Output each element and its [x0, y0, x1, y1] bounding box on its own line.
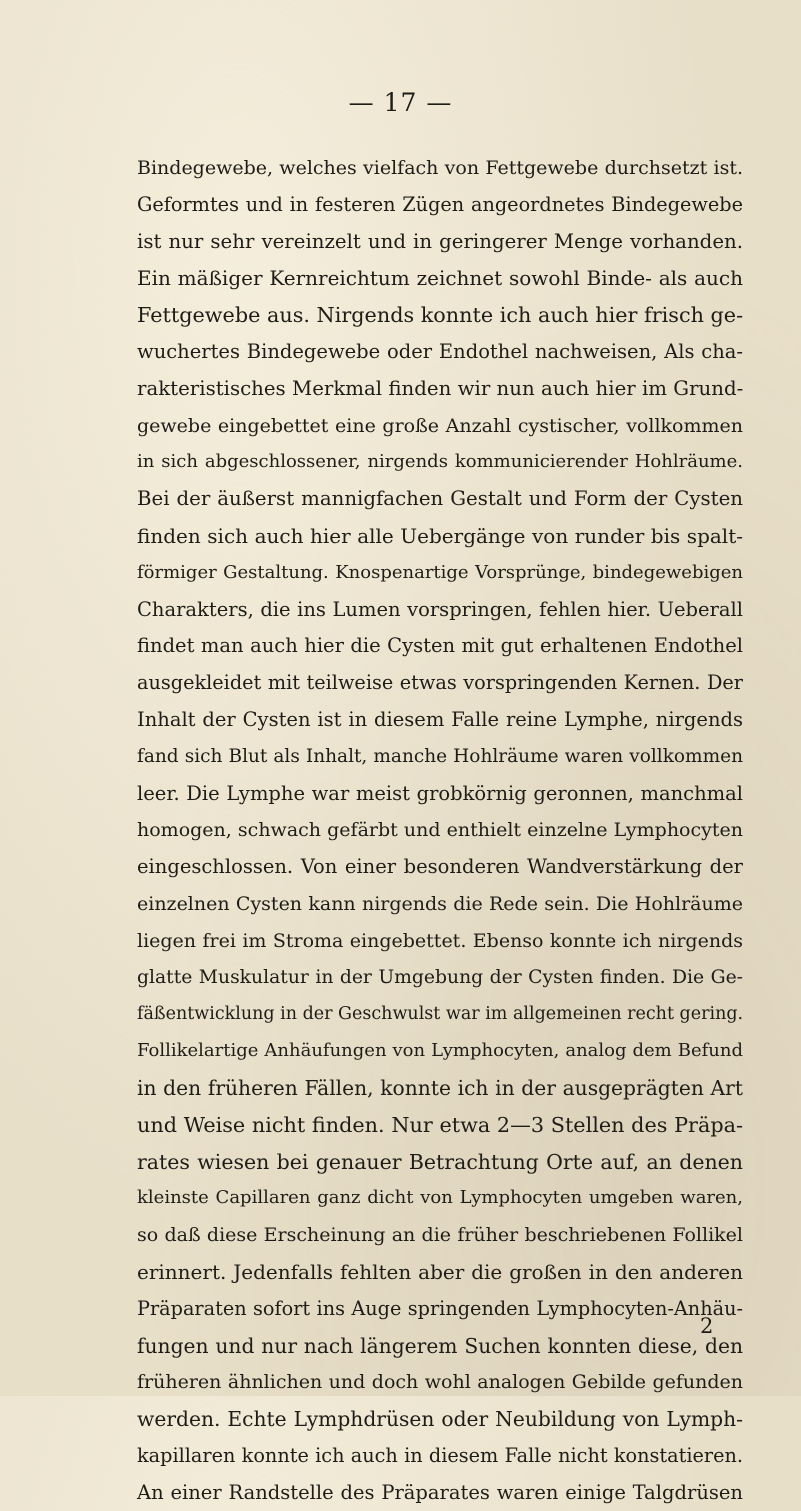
text-line: in sich abgeschlossener, nirgends kommunicierender Hohlräume.	[137, 451, 743, 473]
text-line: Fettgewebe aus. Nirgends konnte ich auch hier frisch ge-	[137, 303, 744, 328]
text-line: einzelnen Cysten kann nirgends die Rede sein. Die Hohlräume	[137, 892, 743, 915]
text-line: Inhalt der Cysten ist in diesem Falle reine Lymphe, nirgends	[137, 707, 743, 731]
text-line: früheren ähnlichen und doch wohl analogen Gebilde gefunden	[137, 1371, 743, 1394]
text-line: so daß diese Erscheinung an die früher beschriebenen Follikel	[137, 1224, 743, 1247]
page-number-header: — 17 —	[348, 88, 453, 117]
text-line: ist nur sehr vereinzelt und in geringerer Menge vorhanden.	[137, 229, 743, 253]
text-line: gewebe eingebettet eine große Anzahl cystischer, vollkommen	[137, 414, 743, 437]
text-line: Bei der äußerst mannigfachen Gestalt und Form der Cysten	[137, 487, 743, 511]
text-line: Bindegewebe, welches vielfach von Fettgewebe durchsetzt ist.	[137, 157, 743, 179]
text-line: finden sich auch hier alle Uebergänge von runder bis spalt-	[137, 523, 743, 548]
text-line: und Weise nicht finden. Nur etwa 2—3 Stellen des Präpa-	[137, 1112, 743, 1137]
sheet-signature: 2	[700, 1314, 714, 1338]
body-text	[137, 150, 743, 1511]
text-line: Charakters, die ins Lumen vorspringen, fehlen hier. Ueberall	[137, 597, 743, 621]
text-line: Geformtes und in festeren Zügen angeordnetes Bindegewebe	[137, 192, 743, 216]
text-line: glatte Muskulatur in der Umgebung der Cysten finden. Die Ge-	[137, 966, 743, 988]
text-line: rates wiesen bei genauer Betrachtung Orte auf, an denen	[137, 1149, 743, 1174]
text-line: ausgekleidet mit teilweise etwas vorspringenden Kernen. Der	[137, 671, 743, 695]
text-line: kapillaren konnte ich auch in diesem Falle nicht konstatieren.	[137, 1443, 743, 1467]
text-line: erinnert. Jedenfalls fehlten aber die großen in den anderen	[137, 1259, 743, 1284]
text-line: An einer Randstelle des Präparates waren einige Talgdrüsen	[137, 1480, 743, 1504]
text-line: fand sich Blut als Inhalt, manche Hohlräume waren vollkommen	[137, 745, 743, 767]
text-line: findet man auch hier die Cysten mit gut erhaltenen Endothel	[137, 634, 743, 658]
text-line: eingeschlossen. Von einer besonderen Wandverstärkung der	[137, 855, 743, 879]
text-line: leer. Die Lymphe war meist grobkörnig geronnen, manchmal	[137, 781, 743, 805]
text-line: in den früheren Fällen, konnte ich in der ausgeprägten Art	[137, 1075, 743, 1100]
text-line: wuchertes Bindegewebe oder Endothel nachweisen, Als cha-	[137, 339, 743, 363]
text-line: Präparaten sofort ins Auge springenden Lymphocyten-Anhäu-	[137, 1296, 743, 1320]
text-line: fungen und nur nach längerem Suchen konnten diese, den	[137, 1333, 743, 1358]
text-line: fäßentwicklung in der Geschwulst war im allgemeinen recht gering.	[137, 1004, 744, 1025]
text-line: liegen frei im Stroma eingebettet. Ebenso konnte ich nirgends	[137, 929, 743, 952]
text-line: rakteristisches Merkmal finden wir nun auch hier im Grund-	[137, 376, 744, 400]
text-line: förmiger Gestaltung. Knospenartige Vorsprünge, bindegewebigen	[137, 561, 743, 583]
text-line: kleinste Capillaren ganz dicht von Lymphocyten umgeben waren,	[137, 1187, 743, 1209]
text-line: werden. Echte Lymphdrüsen oder Neubildung von Lymph-	[137, 1407, 743, 1432]
text-line: homogen, schwach gefärbt und enthielt einzelne Lymphocyten	[137, 819, 743, 842]
text-line: Follikelartige Anhäufungen von Lymphocyten, analog dem Befund	[137, 1040, 743, 1062]
text-line: Ein mäßiger Kernreichtum zeichnet sowohl Binde- als auch	[137, 266, 743, 291]
